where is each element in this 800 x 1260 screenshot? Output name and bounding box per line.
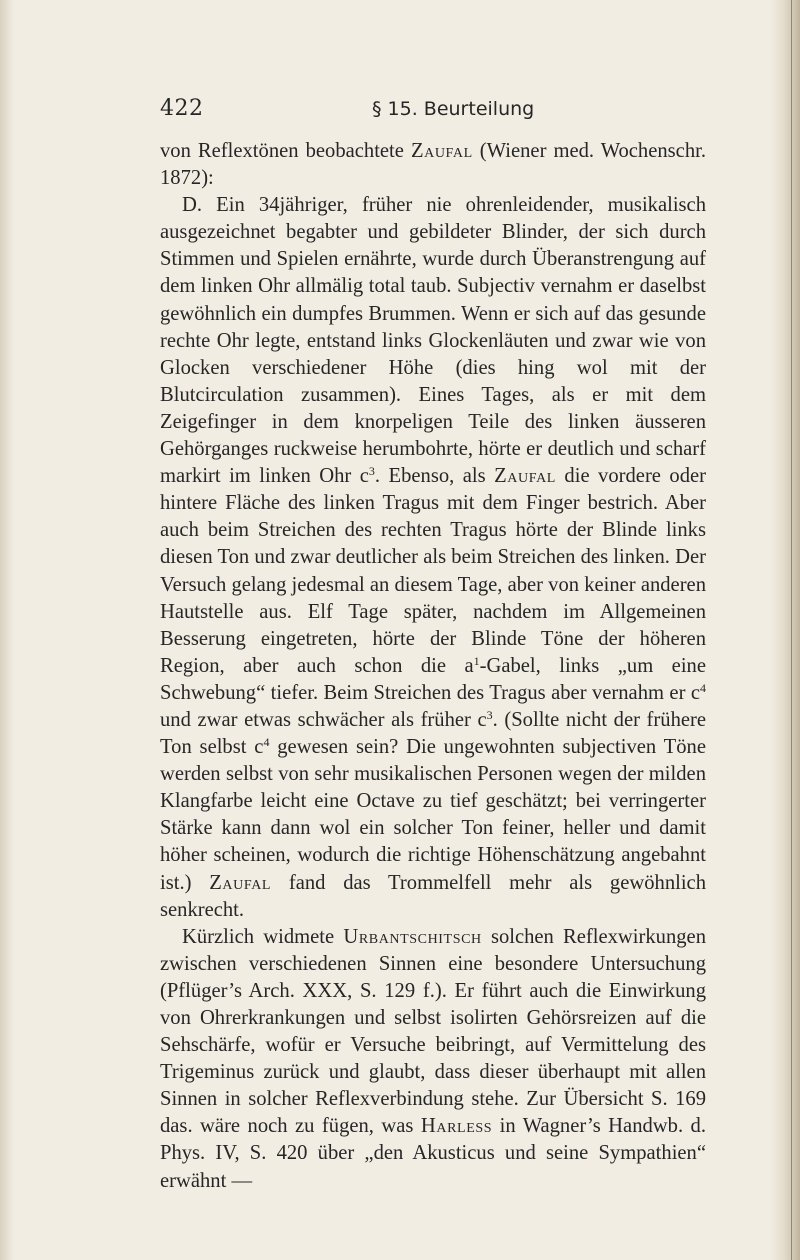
text-run: solchen Reflexwirkungen zwischen verschiedenen Sinnen eine besondere Untersuchung (Pflüger’s Arch. XXX, S. 129 f.). Er führt auch die Einwirkung von Ohrerkrankungen und selbst isolirten Gehörsreizen auf die Sehschärfe, wofür er Versuche beibringt, auf Vermittelung des Trigeminus zurück und glaubt, dass dieser überhaupt mit allen Sinnen in solcher Reflexverbindung stehe. Zur Übersicht S. 169 das. wäre noch zu fügen, was (160, 925, 706, 1138)
page-header (160, 96, 706, 126)
running-title: § 15. Beurteilung (372, 98, 535, 120)
superscript: 4 (263, 735, 270, 750)
text-run: D. Ein 34jähriger, früher nie ohrenleidender, musikalisch ausgezeichnet begabter und gebildeter Blinder, der sich durch Stimmen und Spielen ernährte, wurde durch Überanstrengung auf dem linken Ohr allmälig total taub. Subjectiv vernahm er daselbst gewöhnlich ein dumpfes Brummen. Wenn er sich auf das gesunde rechte Ohr legte, entstand links Glockenläuten und zwar wie von Glocken verschiedener Höhe (dies hing wol mit der Blutcirculation zusammen). Eines Tages, als er mit dem Zeigefinger in dem knorpeligen Teile des linken äusseren Gehörganges ruckweise herumbohrte, hörte er deutlich und scharf markirt im linken Ohr c (160, 194, 706, 488)
author-name-zaufal: Zaufal (209, 871, 272, 894)
superscript: 3 (486, 707, 493, 722)
text-run: und zwar etwas schwächer als früher c (160, 708, 487, 731)
author-name-zaufal: Zaufal (410, 140, 473, 162)
text-run: (Wiener med. Wochenschr. 1872): (160, 140, 706, 190)
text-run: die vordere oder hintere Fläche des linken Tragus mit dem Finger bestrich. Aber auch beim Streichen des rechten Tragus hörte der Blinde links diesen Ton und zwar deutlicher als beim Streichen des linken. Der Versuch gelang jedesmal an diesem Tage, aber von keiner anderen Hautstelle aus. Elf Tage später, nachdem im Allgemeinen Besserung eingetreten, hörte der Blinde Töne der höheren Region, aber auch schon die a (160, 465, 707, 677)
text-run: Kürzlich widmete (182, 925, 335, 948)
gutter-shadow (0, 0, 14, 1260)
body-text (160, 138, 706, 1195)
text-run: in Wagner’s Handwb. d. Phys. IV, S. 420 über „den Akusticus und seine Sympathien“ erwähnt — (160, 1115, 707, 1192)
superscript: 3 (368, 464, 375, 479)
paragraph-intro (160, 138, 706, 192)
paragraph-urbantschitsch (160, 924, 706, 1195)
page-number: 422 (160, 96, 204, 121)
text-run: von Reflextönen beobachtete (160, 140, 404, 162)
text-run: fand das Trommelfell mehr als gewöhnlich senkrecht. (160, 871, 706, 921)
text-run: gewesen sein? Die ungewohnten subjectiven Töne werden selbst von sehr musikalischen Personen wegen der milden Klangfarbe leicht eine Octave zu tief geschätzt; bei verringerter Stärke kann dann wol ein solcher Ton feiner, heller und damit höher scheinen, wodurch die richtige Höhenschätzung angebahnt ist.) (160, 736, 706, 894)
page-edge-line (791, 0, 792, 1260)
text-run: . (Sollte nicht der frühere Ton selbst c (160, 708, 707, 759)
author-name-urbantschitsch: Urbantschitsch (343, 925, 482, 948)
text-run: -Gabel, links „um eine Schwebung“ tiefer. Beim Streichen des Tragus aber vernahm er c (160, 654, 706, 704)
superscript: 1 (473, 653, 480, 668)
author-name-harless: Harless (420, 1115, 493, 1138)
paragraph-case (160, 192, 706, 924)
author-name-zaufal: Zaufal (494, 465, 556, 488)
page-edge (770, 0, 800, 1260)
text-run: . Ebenso, als (374, 465, 486, 488)
superscript: 4 (700, 680, 706, 695)
